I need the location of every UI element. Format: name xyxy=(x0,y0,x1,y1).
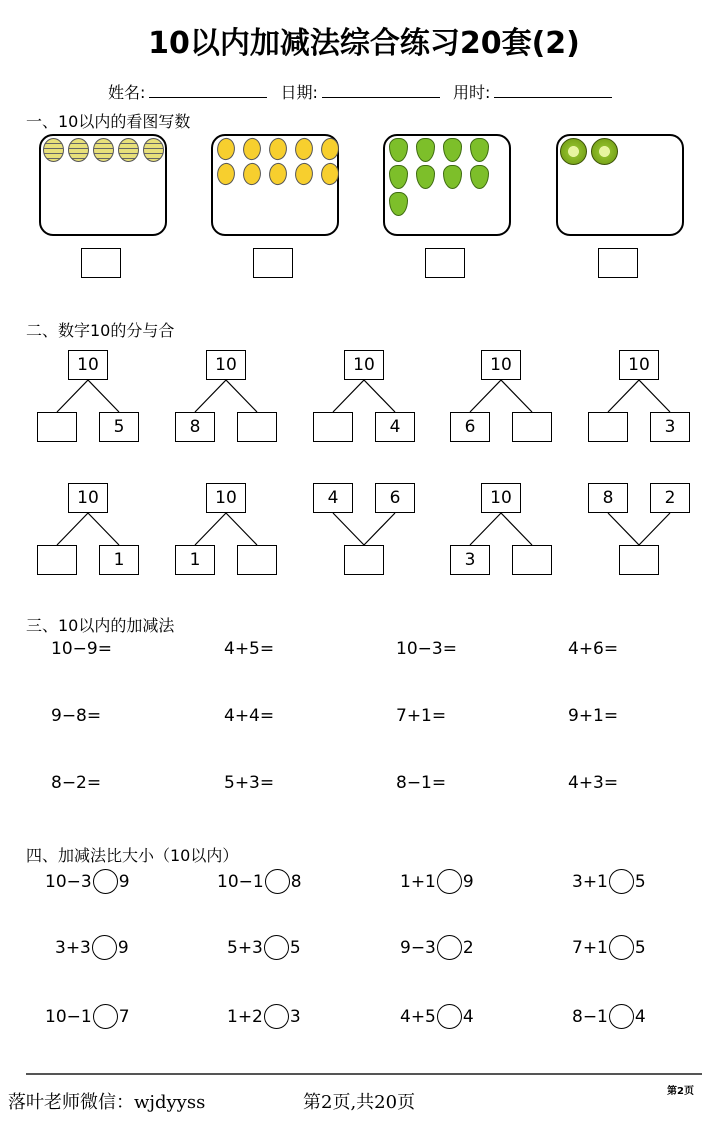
bond-box-right: 3 xyxy=(650,412,690,442)
equation[interactable]: 4+6= xyxy=(568,639,619,659)
bond-box-right: 2 xyxy=(650,483,690,513)
equation[interactable]: 4+4= xyxy=(224,706,275,726)
number-bond-split xyxy=(37,483,139,575)
comparison-item xyxy=(400,869,474,894)
comparison-right: 5 xyxy=(634,937,646,958)
mango-icon xyxy=(214,161,237,187)
footer-contact: 落叶老师微信：wjdyyss xyxy=(8,1092,206,1113)
equation[interactable]: 8−2= xyxy=(51,773,102,793)
comparison-left: 10−1 xyxy=(217,871,264,892)
section-4-heading: 四、加减法比大小（10以内） xyxy=(26,846,239,865)
comparison-item xyxy=(572,935,646,960)
bond-box-right: 5 xyxy=(99,412,139,442)
bond-box-top: 10 xyxy=(206,350,246,380)
date-field[interactable] xyxy=(322,83,440,98)
time-field[interactable] xyxy=(494,83,612,98)
student-info xyxy=(108,80,620,103)
comparison-right: 9 xyxy=(462,871,474,892)
comparison-left: 1+2 xyxy=(227,1006,263,1027)
number-bond-merge xyxy=(313,483,415,575)
comparison-left: 7+1 xyxy=(572,937,608,958)
page-title: 10以内加减法综合练习20套(2) xyxy=(148,26,580,61)
kiwi-icon xyxy=(560,138,587,165)
bond-line xyxy=(57,513,88,545)
comparison-right: 2 xyxy=(462,937,474,958)
bond-line xyxy=(470,513,501,545)
equation[interactable]: 4+3= xyxy=(568,773,619,793)
picture-box-pear xyxy=(383,134,511,236)
comparison-item xyxy=(45,869,130,894)
bond-box-top: 10 xyxy=(481,483,521,513)
equation[interactable]: 8−1= xyxy=(396,773,447,793)
number-bond-merge xyxy=(588,483,690,575)
answer-box[interactable] xyxy=(253,248,293,278)
comparison-item xyxy=(400,935,474,960)
bond-box-right: 4 xyxy=(375,412,415,442)
comparison-item xyxy=(217,869,302,894)
compare-circle[interactable] xyxy=(609,935,634,960)
pear-icon xyxy=(389,192,408,216)
comparison-left: 10−1 xyxy=(45,1006,92,1027)
bond-box-top: 10 xyxy=(344,350,384,380)
comparison-right: 4 xyxy=(634,1006,646,1027)
compare-circle[interactable] xyxy=(264,1004,289,1029)
compare-circle[interactable] xyxy=(93,869,118,894)
bee-icon xyxy=(118,138,139,162)
mango-icon xyxy=(292,136,315,162)
footer-page-count: 第2页,共20页 xyxy=(303,1092,416,1113)
pear-icon xyxy=(416,165,435,189)
footer-divider xyxy=(26,1073,702,1075)
bond-box-left[interactable] xyxy=(37,545,77,575)
comparison-item xyxy=(572,869,646,894)
mango-icon xyxy=(240,161,263,187)
number-bond-split xyxy=(588,350,690,442)
bond-line xyxy=(608,513,639,545)
compare-circle[interactable] xyxy=(265,869,290,894)
comparison-item xyxy=(400,1004,474,1029)
bond-line xyxy=(639,513,670,545)
comparison-right: 4 xyxy=(462,1006,474,1027)
number-bond-split xyxy=(37,350,139,442)
fruit-group xyxy=(43,138,169,162)
bond-box-left: 1 xyxy=(175,545,215,575)
fruit-group xyxy=(387,138,513,216)
bond-line xyxy=(501,380,532,412)
pear-icon xyxy=(443,165,462,189)
comparison-item xyxy=(572,1004,646,1029)
compare-circle[interactable] xyxy=(437,1004,462,1029)
comparison-item xyxy=(45,1004,130,1029)
number-bond-split xyxy=(175,350,277,442)
number-bond-split xyxy=(450,483,552,575)
equation[interactable]: 7+1= xyxy=(396,706,447,726)
bond-line xyxy=(88,380,119,412)
bond-box-right[interactable] xyxy=(237,545,277,575)
time-label: 用时: xyxy=(453,83,491,102)
bond-box-top: 10 xyxy=(619,350,659,380)
number-bond-split xyxy=(313,350,415,442)
bond-box-left[interactable] xyxy=(588,412,628,442)
bond-line xyxy=(226,380,257,412)
comparison-right: 9 xyxy=(117,937,129,958)
bond-box-right: 6 xyxy=(375,483,415,513)
bond-box-bottom[interactable] xyxy=(344,545,384,575)
mango-icon xyxy=(266,136,289,162)
mango-icon xyxy=(240,136,263,162)
bond-box-top: 10 xyxy=(206,483,246,513)
bond-box-left: 6 xyxy=(450,412,490,442)
pear-icon xyxy=(443,138,462,162)
comparison-right: 5 xyxy=(289,937,301,958)
bond-box-left[interactable] xyxy=(37,412,77,442)
pear-icon xyxy=(470,165,489,189)
comparison-left: 10−3 xyxy=(45,871,92,892)
comparison-right: 8 xyxy=(290,871,302,892)
bond-line xyxy=(226,513,257,545)
compare-circle[interactable] xyxy=(437,869,462,894)
pear-icon xyxy=(416,138,435,162)
comparison-right: 7 xyxy=(118,1006,130,1027)
equation[interactable]: 10−3= xyxy=(396,639,457,659)
bond-line xyxy=(88,513,119,545)
bond-line xyxy=(364,513,395,545)
comparison-left: 1+1 xyxy=(400,871,436,892)
name-label: 姓名: xyxy=(108,83,146,102)
bond-box-left[interactable] xyxy=(313,412,353,442)
bond-line xyxy=(470,380,501,412)
fruit-group xyxy=(560,138,686,165)
bond-box-right[interactable] xyxy=(512,412,552,442)
comparison-item xyxy=(227,1004,301,1029)
bond-box-right[interactable] xyxy=(512,545,552,575)
bond-box-left: 8 xyxy=(175,412,215,442)
section-2-heading: 二、数字10的分与合 xyxy=(26,321,175,340)
equation[interactable]: 9−8= xyxy=(51,706,102,726)
section-1-heading: 一、10以内的看图写数 xyxy=(26,112,191,131)
mango-icon xyxy=(266,161,289,187)
bond-line xyxy=(501,513,532,545)
bond-box-left: 8 xyxy=(588,483,628,513)
picture-box-kiwi xyxy=(556,134,684,236)
pear-icon xyxy=(389,138,408,162)
pear-icon xyxy=(389,165,408,189)
bond-line xyxy=(57,380,88,412)
comparison-left: 9−3 xyxy=(400,937,436,958)
name-field[interactable] xyxy=(149,83,267,98)
equation[interactable]: 4+5= xyxy=(224,639,275,659)
bond-box-top: 10 xyxy=(68,350,108,380)
picture-box-bee xyxy=(39,134,167,236)
comparison-left: 5+3 xyxy=(227,937,263,958)
bee-icon xyxy=(93,138,114,162)
mango-icon xyxy=(292,161,315,187)
comparison-item xyxy=(227,935,301,960)
bond-line xyxy=(639,380,670,412)
bond-line xyxy=(608,380,639,412)
bee-icon xyxy=(143,138,164,162)
compare-circle[interactable] xyxy=(93,1004,118,1029)
answer-box[interactable] xyxy=(425,248,465,278)
comparison-item xyxy=(55,935,129,960)
equation[interactable]: 5+3= xyxy=(224,773,275,793)
answer-box[interactable] xyxy=(81,248,121,278)
page-number: 第2页 xyxy=(667,1086,694,1097)
bond-line xyxy=(364,380,395,412)
kiwi-icon xyxy=(591,138,618,165)
mango-icon xyxy=(318,161,341,187)
comparison-left: 4+5 xyxy=(400,1006,436,1027)
mango-icon xyxy=(318,136,341,162)
equation[interactable]: 10−9= xyxy=(51,639,112,659)
bond-box-right: 1 xyxy=(99,545,139,575)
mango-icon xyxy=(214,136,237,162)
date-label: 日期: xyxy=(280,83,318,102)
bond-line xyxy=(333,380,364,412)
compare-circle[interactable] xyxy=(609,1004,634,1029)
bond-line xyxy=(195,513,226,545)
compare-circle[interactable] xyxy=(609,869,634,894)
picture-box-mango xyxy=(211,134,339,236)
bond-line xyxy=(333,513,364,545)
answer-box[interactable] xyxy=(598,248,638,278)
compare-circle[interactable] xyxy=(92,935,117,960)
number-bond-split xyxy=(175,483,277,575)
section-3-heading: 三、10以内的加减法 xyxy=(26,616,175,635)
comparison-left: 8−1 xyxy=(572,1006,608,1027)
bee-icon xyxy=(68,138,89,162)
comparison-left: 3+1 xyxy=(572,871,608,892)
bond-box-left: 3 xyxy=(450,545,490,575)
number-bond-split xyxy=(450,350,552,442)
bond-line xyxy=(195,380,226,412)
bond-box-right[interactable] xyxy=(237,412,277,442)
bond-box-top: 10 xyxy=(481,350,521,380)
bond-box-left: 4 xyxy=(313,483,353,513)
comparison-left: 3+3 xyxy=(55,937,91,958)
comparison-right: 5 xyxy=(634,871,646,892)
bond-box-top: 10 xyxy=(68,483,108,513)
fruit-group xyxy=(215,138,341,185)
compare-circle[interactable] xyxy=(437,935,462,960)
comparison-right: 9 xyxy=(118,871,130,892)
pear-icon xyxy=(470,138,489,162)
bond-box-bottom[interactable] xyxy=(619,545,659,575)
equation[interactable]: 9+1= xyxy=(568,706,619,726)
comparison-right: 3 xyxy=(289,1006,301,1027)
bee-icon xyxy=(43,138,64,162)
compare-circle[interactable] xyxy=(264,935,289,960)
